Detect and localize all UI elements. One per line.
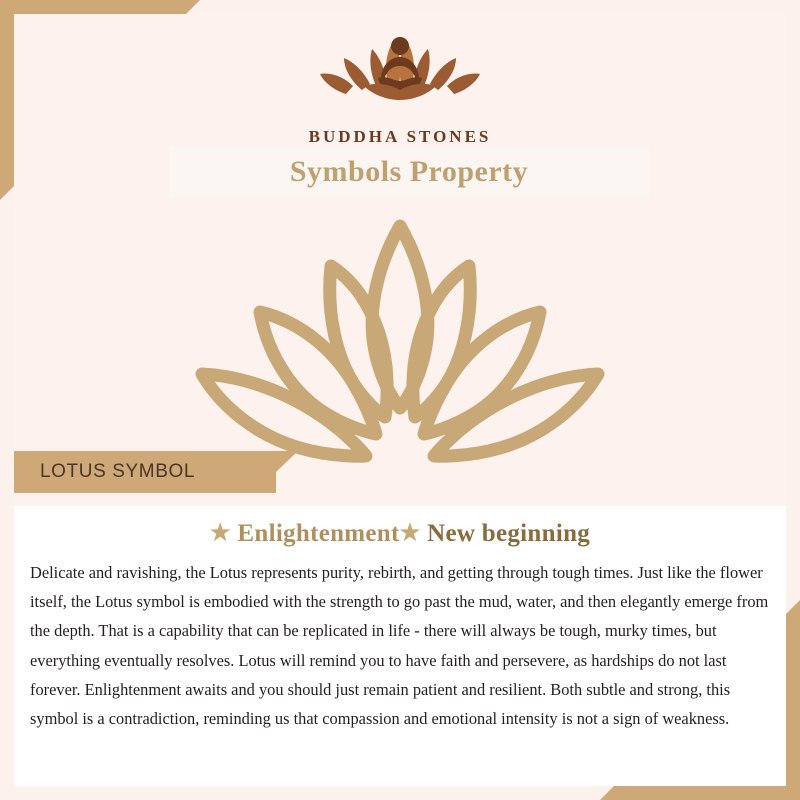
description-panel [14,506,786,786]
star-icon-middle: ★ [399,520,421,545]
headline-word-two: New beginning [427,520,591,547]
title-banner [169,146,649,198]
ribbon-label: LOTUS SYMBOL [40,461,196,482]
brand-block [14,20,786,147]
brand-name: BUDDHA STONES [308,127,492,146]
star-icon-left: ★ [209,520,231,545]
page-title: Symbols Property [289,155,529,188]
lotus-meditation-logo-icon [300,20,500,125]
ribbon-notch [276,451,298,493]
poster-inner [14,14,786,786]
headline-word-one: Enlightenment [237,520,400,547]
body-paragraph: Delicate and ravishing, the Lotus represents purity, rebirth, and getting through tough times. Just like the flower itself, the Lotus symbol is embodied with the strength to go past the mud, water, and then elegantly emerge from the depth. That is a capability that can be replicated in life - there will always be tough, murky times, but everything eventually resolves. Lotus will remind you to have faith and persevere, as hardships do not last forever. Enlightenment awaits and you should just remain patient and resilient. Both subtle and strong, this symbol is a contradiction, reminding us that compassion and emotional intensity is not a sign of weakness. [30,563,769,729]
lotus-symbol-ribbon [14,451,276,493]
headline [30,520,770,548]
